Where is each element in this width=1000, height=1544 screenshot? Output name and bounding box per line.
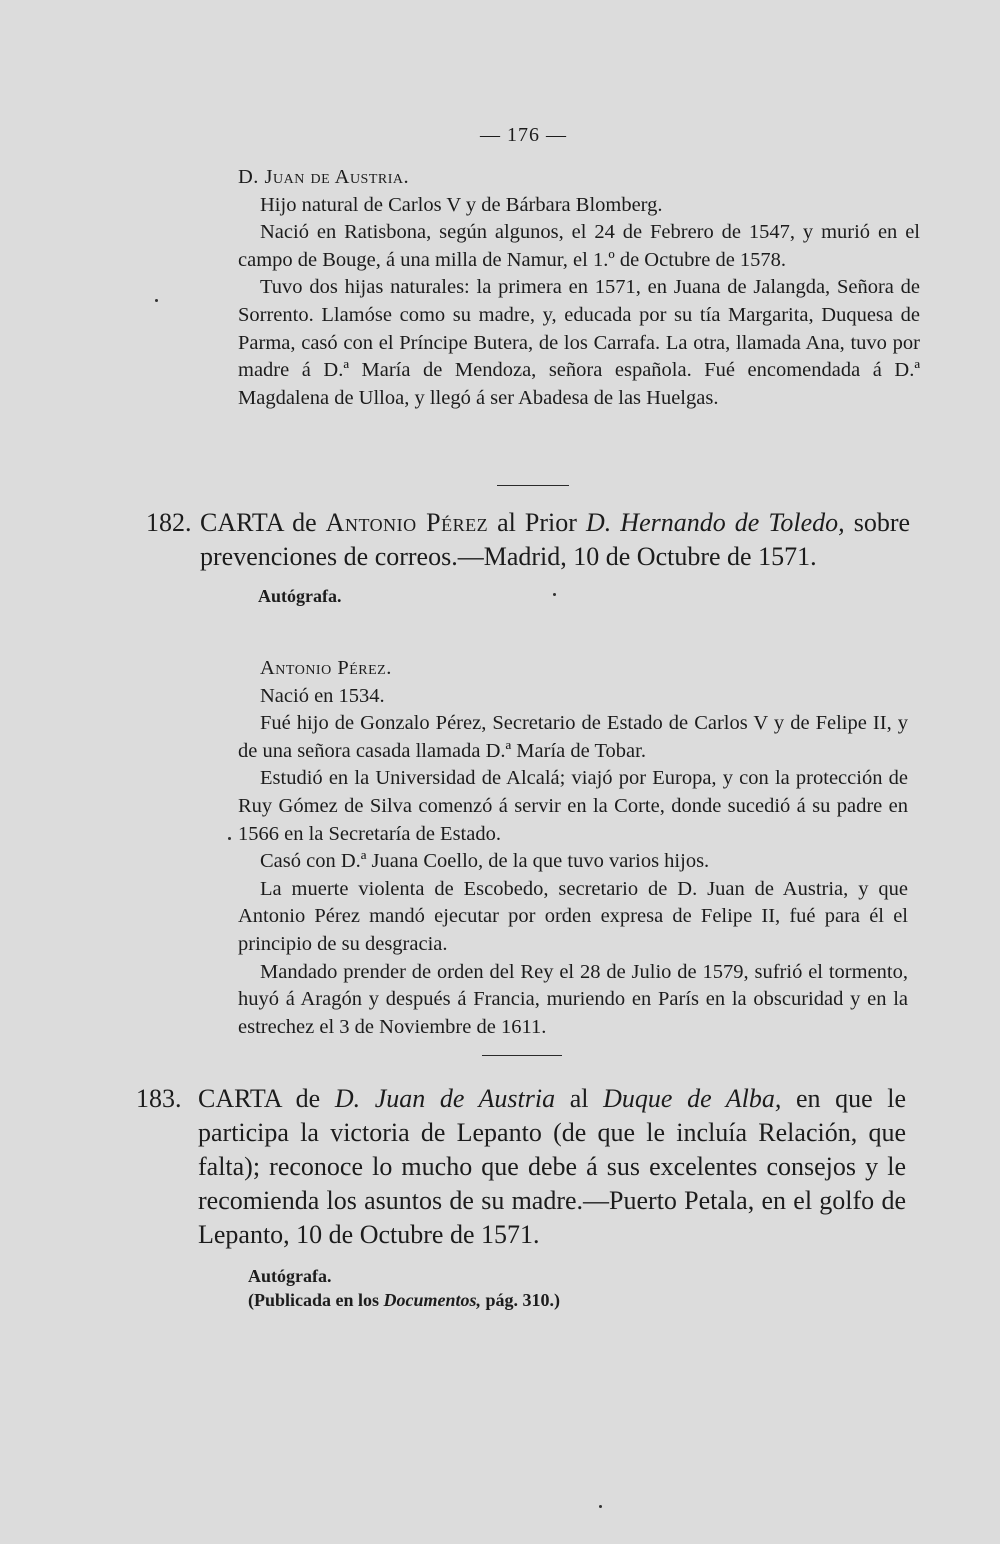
entry-al: al [569, 1084, 589, 1113]
entry-number: 183. [136, 1084, 182, 1113]
bio-antonio-perez [238, 655, 908, 1041]
entry-recipient: Duque de Alba, [603, 1084, 782, 1113]
entry-carta: CARTA de [198, 1084, 321, 1113]
print-speck [553, 593, 556, 596]
section-divider [482, 1055, 562, 1056]
entry-description: en que le participa la victoria de Lepanto (de que le incluía Relación, que falta); reconoce lo mucho que debe á sus excelentes consejos y le recomienda los asuntos de su madre.—Puerto Petala, en el golfo de Lepanto, 10 de Octubre de 1571. [198, 1084, 907, 1249]
entry-al: al Prior [497, 508, 577, 537]
print-speck [155, 299, 158, 302]
bio-paragraph: Tuvo dos hijas naturales: la primera en 1571, en Juana de Jalangda, Señora de Sorrento. Llamóse como su madre, y, educada por su tía Margarita, Duquesa de Parma, casó con el Príncipe Butera, de los Carrafa. La otra, llamada Ana, tuvo por madre á D.ª María de Mendoza, señora española. Fué encomendada á D.ª Magdalena de Ulloa, y llegó á ser Abadesa de las Huelgas. [238, 276, 920, 409]
entry-notes [248, 1264, 906, 1312]
bio-heading: D. Juan de Austria. [238, 166, 410, 188]
section-divider [497, 485, 569, 486]
bio-paragraph: Nació en Ratisbona, según algunos, el 24 de Febrero de 1547, y murió en el campo de Bouge, á una milla de Namur, el 1.º de Octubre de 1578. [238, 221, 920, 271]
entry-note: Autógrafa. [248, 1266, 332, 1286]
bio-paragraph: Mandado prender de orden del Rey el 28 de Julio de 1579, sufrió el tormento, huyó á Aragón y después á Francia, muriendo en París en la obscuridad y en la estrechez el 3 de Noviembre de 1611. [238, 960, 908, 1038]
entry-publication-note [248, 1288, 906, 1312]
entry-text [200, 506, 910, 574]
publication-title: Documentos, [383, 1290, 482, 1310]
bio-paragraph: Fué hijo de Gonzalo Pérez, Secretario de Estado de Carlos V y de Felipe II, y de una señora casada llamada D.ª María de Tobar. [238, 712, 908, 762]
entry-text [198, 1082, 906, 1252]
publication-prefix: (Publicada en los [248, 1290, 380, 1310]
entry-183 [136, 1082, 906, 1312]
entry-author: Antonio Pérez [325, 508, 489, 537]
bio-paragraph: Nació en 1534. [260, 684, 385, 707]
publication-page: pág. 310.) [485, 1290, 561, 1310]
print-speck [228, 837, 231, 840]
entry-number: 182. [146, 508, 192, 537]
entry-description: sobre prevenciones de correos.—Madrid, 10 de Octubre de 1571. [200, 508, 911, 571]
entry-note: Autógrafa. [258, 586, 342, 606]
entry-182 [146, 506, 910, 608]
bio-juan-de-austria [238, 164, 920, 412]
print-speck [599, 1505, 602, 1508]
bio-paragraph: La muerte violenta de Escobedo, secretario de D. Juan de Austria, y que Antonio Pérez mandó ejecutar por orden expresa de Felipe II, fué para él el principio de su desgracia. [238, 877, 908, 955]
bio-paragraph: Hijo natural de Carlos V y de Bárbara Blomberg. [260, 193, 663, 216]
entry-author: D. Juan de Austria [334, 1084, 556, 1113]
bio-paragraph: Estudió en la Universidad de Alcalá; viajó por Europa, y con la protección de Ruy Gómez de Silva comenzó á servir en la Corte, donde sucedió á su padre en 1566 en la Secretaría de Estado. [238, 767, 908, 845]
bio-heading: Antonio Pérez. [260, 657, 392, 679]
entry-carta: CARTA de [200, 508, 317, 537]
bio-paragraph: Casó con D.ª Juana Coello, de la que tuvo varios hijos. [260, 850, 710, 873]
page-number: — 176 — [480, 124, 567, 146]
entry-recipient: D. Hernando de Toledo, [585, 508, 845, 537]
